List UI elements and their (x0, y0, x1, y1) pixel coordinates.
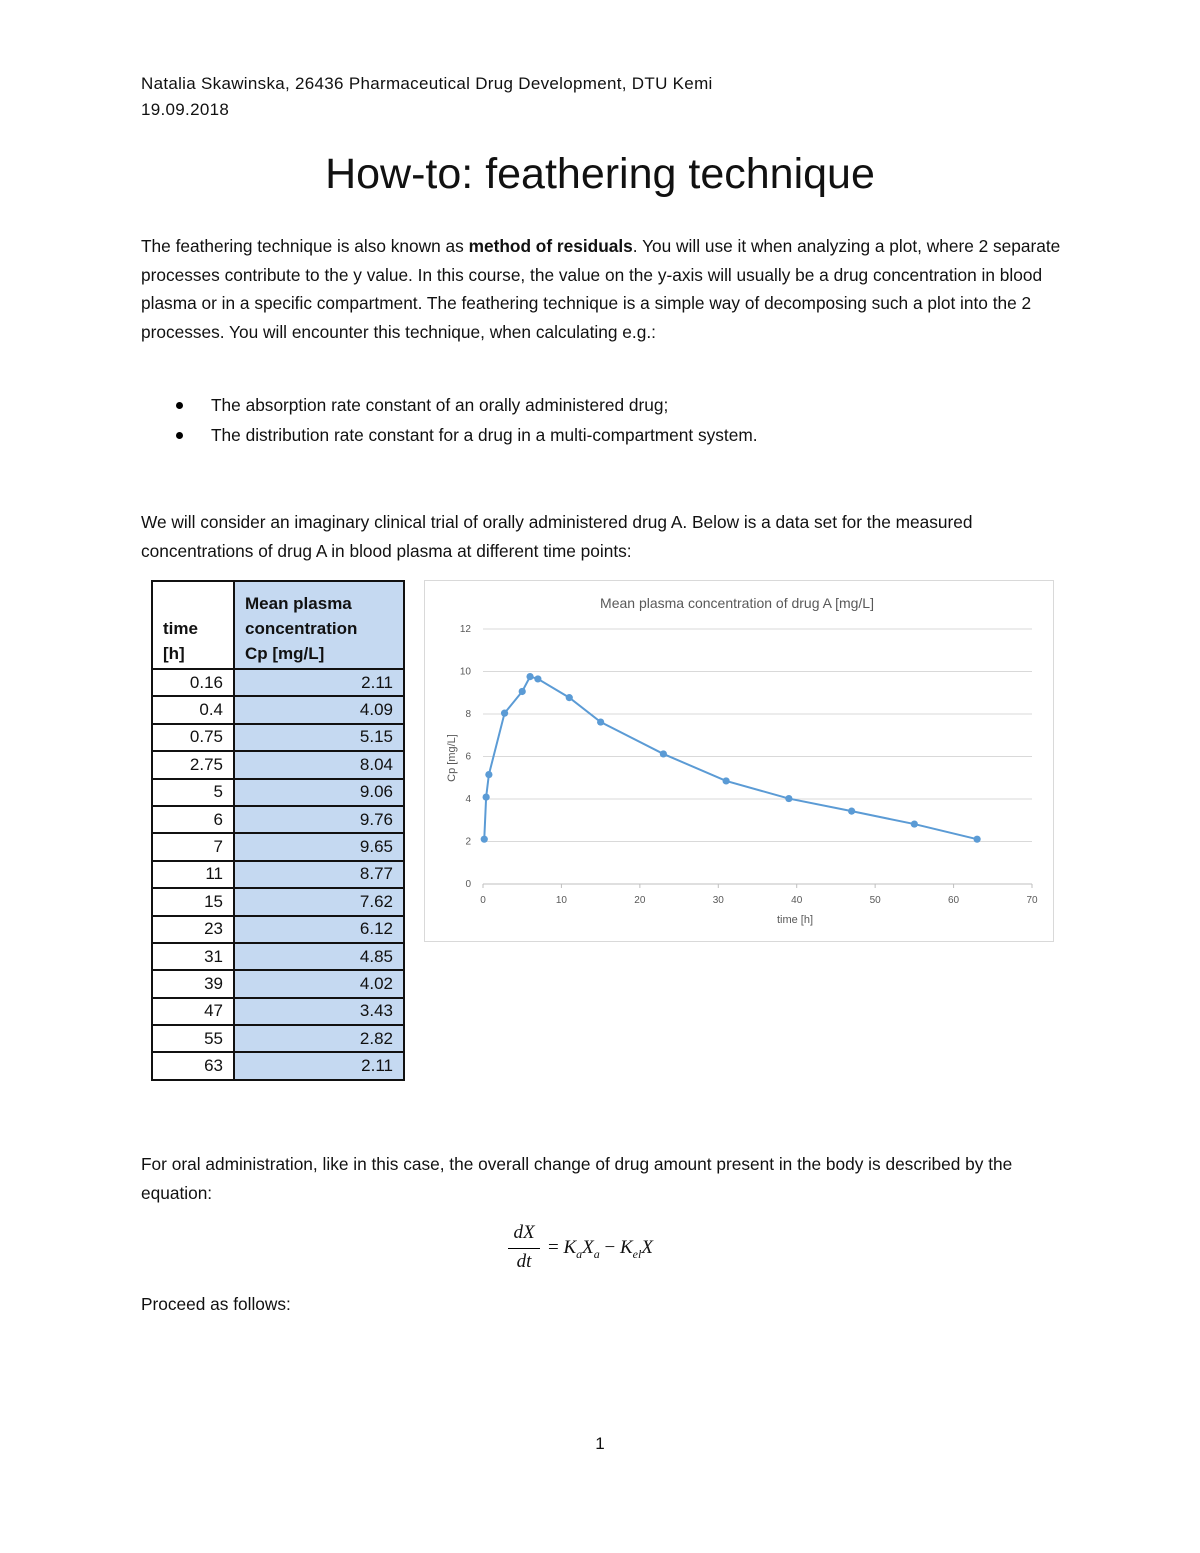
chart-series (481, 673, 981, 843)
table-row (152, 970, 404, 997)
concentration-cell: 5.15 (234, 724, 404, 751)
chart-title: Mean plasma concentration of drug A [mg/L] (600, 595, 874, 611)
bullet-item (170, 390, 758, 420)
time-cell: 47 (152, 998, 234, 1025)
chart-x-ticks (480, 884, 1038, 906)
chart-svg (425, 581, 1053, 941)
chart-x-axis-label: time [h] (776, 914, 814, 926)
bullet-icon (176, 402, 183, 409)
time-cell: 0.16 (152, 669, 234, 696)
fraction-bar (508, 1248, 540, 1249)
data-point (485, 771, 492, 778)
concentration-cell: 4.02 (234, 970, 404, 997)
data-point (566, 694, 573, 701)
intro-paragraph (141, 232, 1061, 346)
bullet-list (170, 390, 758, 450)
data-point (848, 808, 855, 815)
x-tick-label: 20 (634, 895, 646, 906)
data-point (911, 820, 918, 827)
x-absorption: X (582, 1237, 594, 1258)
table-row (152, 724, 404, 751)
data-point (660, 750, 667, 757)
data-point (974, 836, 981, 843)
y-tick-label: 12 (459, 624, 471, 635)
table-row (152, 916, 404, 943)
k-absorption-subscript: a (576, 1246, 583, 1261)
concentration-cell: 8.77 (234, 861, 404, 888)
x-tick-label: 0 (480, 895, 486, 906)
header-text: Mean plasma (245, 594, 352, 613)
table-header-row (152, 581, 404, 669)
data-point (723, 777, 730, 784)
x-tick-label: 70 (1026, 895, 1038, 906)
proceed-label: Proceed as follows: (141, 1294, 291, 1314)
concentration-cell: 4.09 (234, 696, 404, 723)
concentration-column-header (234, 581, 404, 669)
k-elimination: K (619, 1237, 633, 1258)
header-date: 19.09.2018 (141, 100, 230, 119)
data-point (519, 688, 526, 695)
x-tick-label: 60 (948, 895, 960, 906)
concentration-cell: 7.62 (234, 888, 404, 915)
table-row (152, 1025, 404, 1052)
time-cell: 0.75 (152, 724, 234, 751)
x-tick-label: 50 (869, 895, 881, 906)
concentration-cell: 2.82 (234, 1025, 404, 1052)
time-cell: 6 (152, 806, 234, 833)
concentration-cell: 9.65 (234, 833, 404, 860)
time-cell: 55 (152, 1025, 234, 1052)
table-row (152, 696, 404, 723)
time-cell: 7 (152, 833, 234, 860)
time-column-header (152, 581, 234, 669)
series-line (484, 677, 977, 840)
x-tick-label: 10 (555, 895, 567, 906)
concentration-table (151, 580, 405, 1081)
k-absorption: K (563, 1237, 577, 1258)
table-row (152, 861, 404, 888)
concentration-cell: 4.85 (234, 943, 404, 970)
time-cell: 0.4 (152, 696, 234, 723)
page-title: How-to: feathering technique (325, 150, 875, 198)
equation-denominator: dt (516, 1251, 532, 1272)
oral-paragraph: For oral administration, like in this case, the overall change of drug amount present in the body is described by the equation: (141, 1154, 1013, 1203)
minus-sign: − (604, 1237, 616, 1258)
trial-paragraph: We will consider an imaginary clinical trial of orally administered drug A. Below is a data set for the measured concentrations of drug A in blood plasma at different time points: (141, 512, 973, 561)
time-cell: 15 (152, 888, 234, 915)
chart-y-ticks (460, 624, 472, 890)
time-cell: 2.75 (152, 751, 234, 778)
data-point (481, 836, 488, 843)
data-point (534, 675, 541, 682)
header-author-line: Natalia Skawinska, 26436 Pharmaceutical Drug Development, DTU Kemi (141, 74, 713, 93)
header-text: time (163, 619, 198, 638)
y-tick-label: 2 (465, 836, 471, 848)
time-cell: 11 (152, 861, 234, 888)
chart-gridlines (483, 629, 1032, 884)
table-row (152, 943, 404, 970)
table-row (152, 833, 404, 860)
time-cell: 23 (152, 916, 234, 943)
header-text: [h] (163, 644, 185, 663)
concentration-chart (424, 580, 1054, 942)
data-point (483, 793, 490, 800)
y-tick-label: 4 (465, 794, 471, 805)
chart-y-axis-label: Cp [mg/L] (446, 734, 458, 782)
page-number: 1 (595, 1434, 605, 1453)
equation-fraction (508, 1222, 540, 1275)
bullet-text: The distribution rate constant for a drug in a multi-compartment system. (211, 425, 758, 445)
x-tick-label: 40 (791, 895, 803, 906)
table-row (152, 806, 404, 833)
y-tick-label: 0 (465, 879, 471, 890)
concentration-cell: 2.11 (234, 1052, 404, 1079)
time-cell: 5 (152, 779, 234, 806)
time-cell: 31 (152, 943, 234, 970)
concentration-cell: 6.12 (234, 916, 404, 943)
data-point (785, 795, 792, 802)
intro-text-2: . You will use it when analyzing a plot, where 2 separate processes contribute to the y value. In this course, the value on the y-axis will usually be a drug concentration in blood plasma or in a specific compartment. The feathering technique is a simple way of decomposing such a plot into the 2 processes. You will encounter this technique, when calculating e.g.: (141, 236, 1061, 342)
time-cell: 63 (152, 1052, 234, 1079)
concentration-cell: 2.11 (234, 669, 404, 696)
x-amount: X (641, 1237, 653, 1258)
y-tick-label: 10 (459, 666, 471, 678)
concentration-cell: 9.76 (234, 806, 404, 833)
table-row (152, 888, 404, 915)
equals-sign: = (548, 1237, 559, 1258)
x-absorption-subscript: a (593, 1246, 600, 1261)
header-text: Cp [mg/L] (245, 644, 325, 663)
intro-bold-term: method of residuals (468, 236, 633, 256)
equation-right-side (548, 1237, 653, 1262)
table-row (152, 998, 404, 1025)
table-row (152, 751, 404, 778)
concentration-cell: 8.04 (234, 751, 404, 778)
equation-numerator: dX (513, 1222, 535, 1243)
x-tick-label: 30 (712, 895, 724, 906)
bullet-text: The absorption rate constant of an orally administered drug; (211, 395, 669, 415)
table-row (152, 1052, 404, 1079)
table-row (152, 669, 404, 696)
data-point (501, 710, 508, 717)
y-tick-label: 8 (465, 709, 471, 720)
y-tick-label: 6 (465, 751, 471, 763)
bullet-item (170, 420, 758, 450)
bullet-icon (176, 432, 183, 439)
table-row (152, 779, 404, 806)
data-point (526, 673, 533, 680)
k-elimination-subscript: el (632, 1246, 642, 1261)
header-text: concentration (245, 619, 358, 638)
intro-text-1: The feathering technique is also known as (141, 236, 469, 256)
concentration-cell: 9.06 (234, 779, 404, 806)
data-point (597, 718, 604, 725)
concentration-cell: 3.43 (234, 998, 404, 1025)
time-cell: 39 (152, 970, 234, 997)
